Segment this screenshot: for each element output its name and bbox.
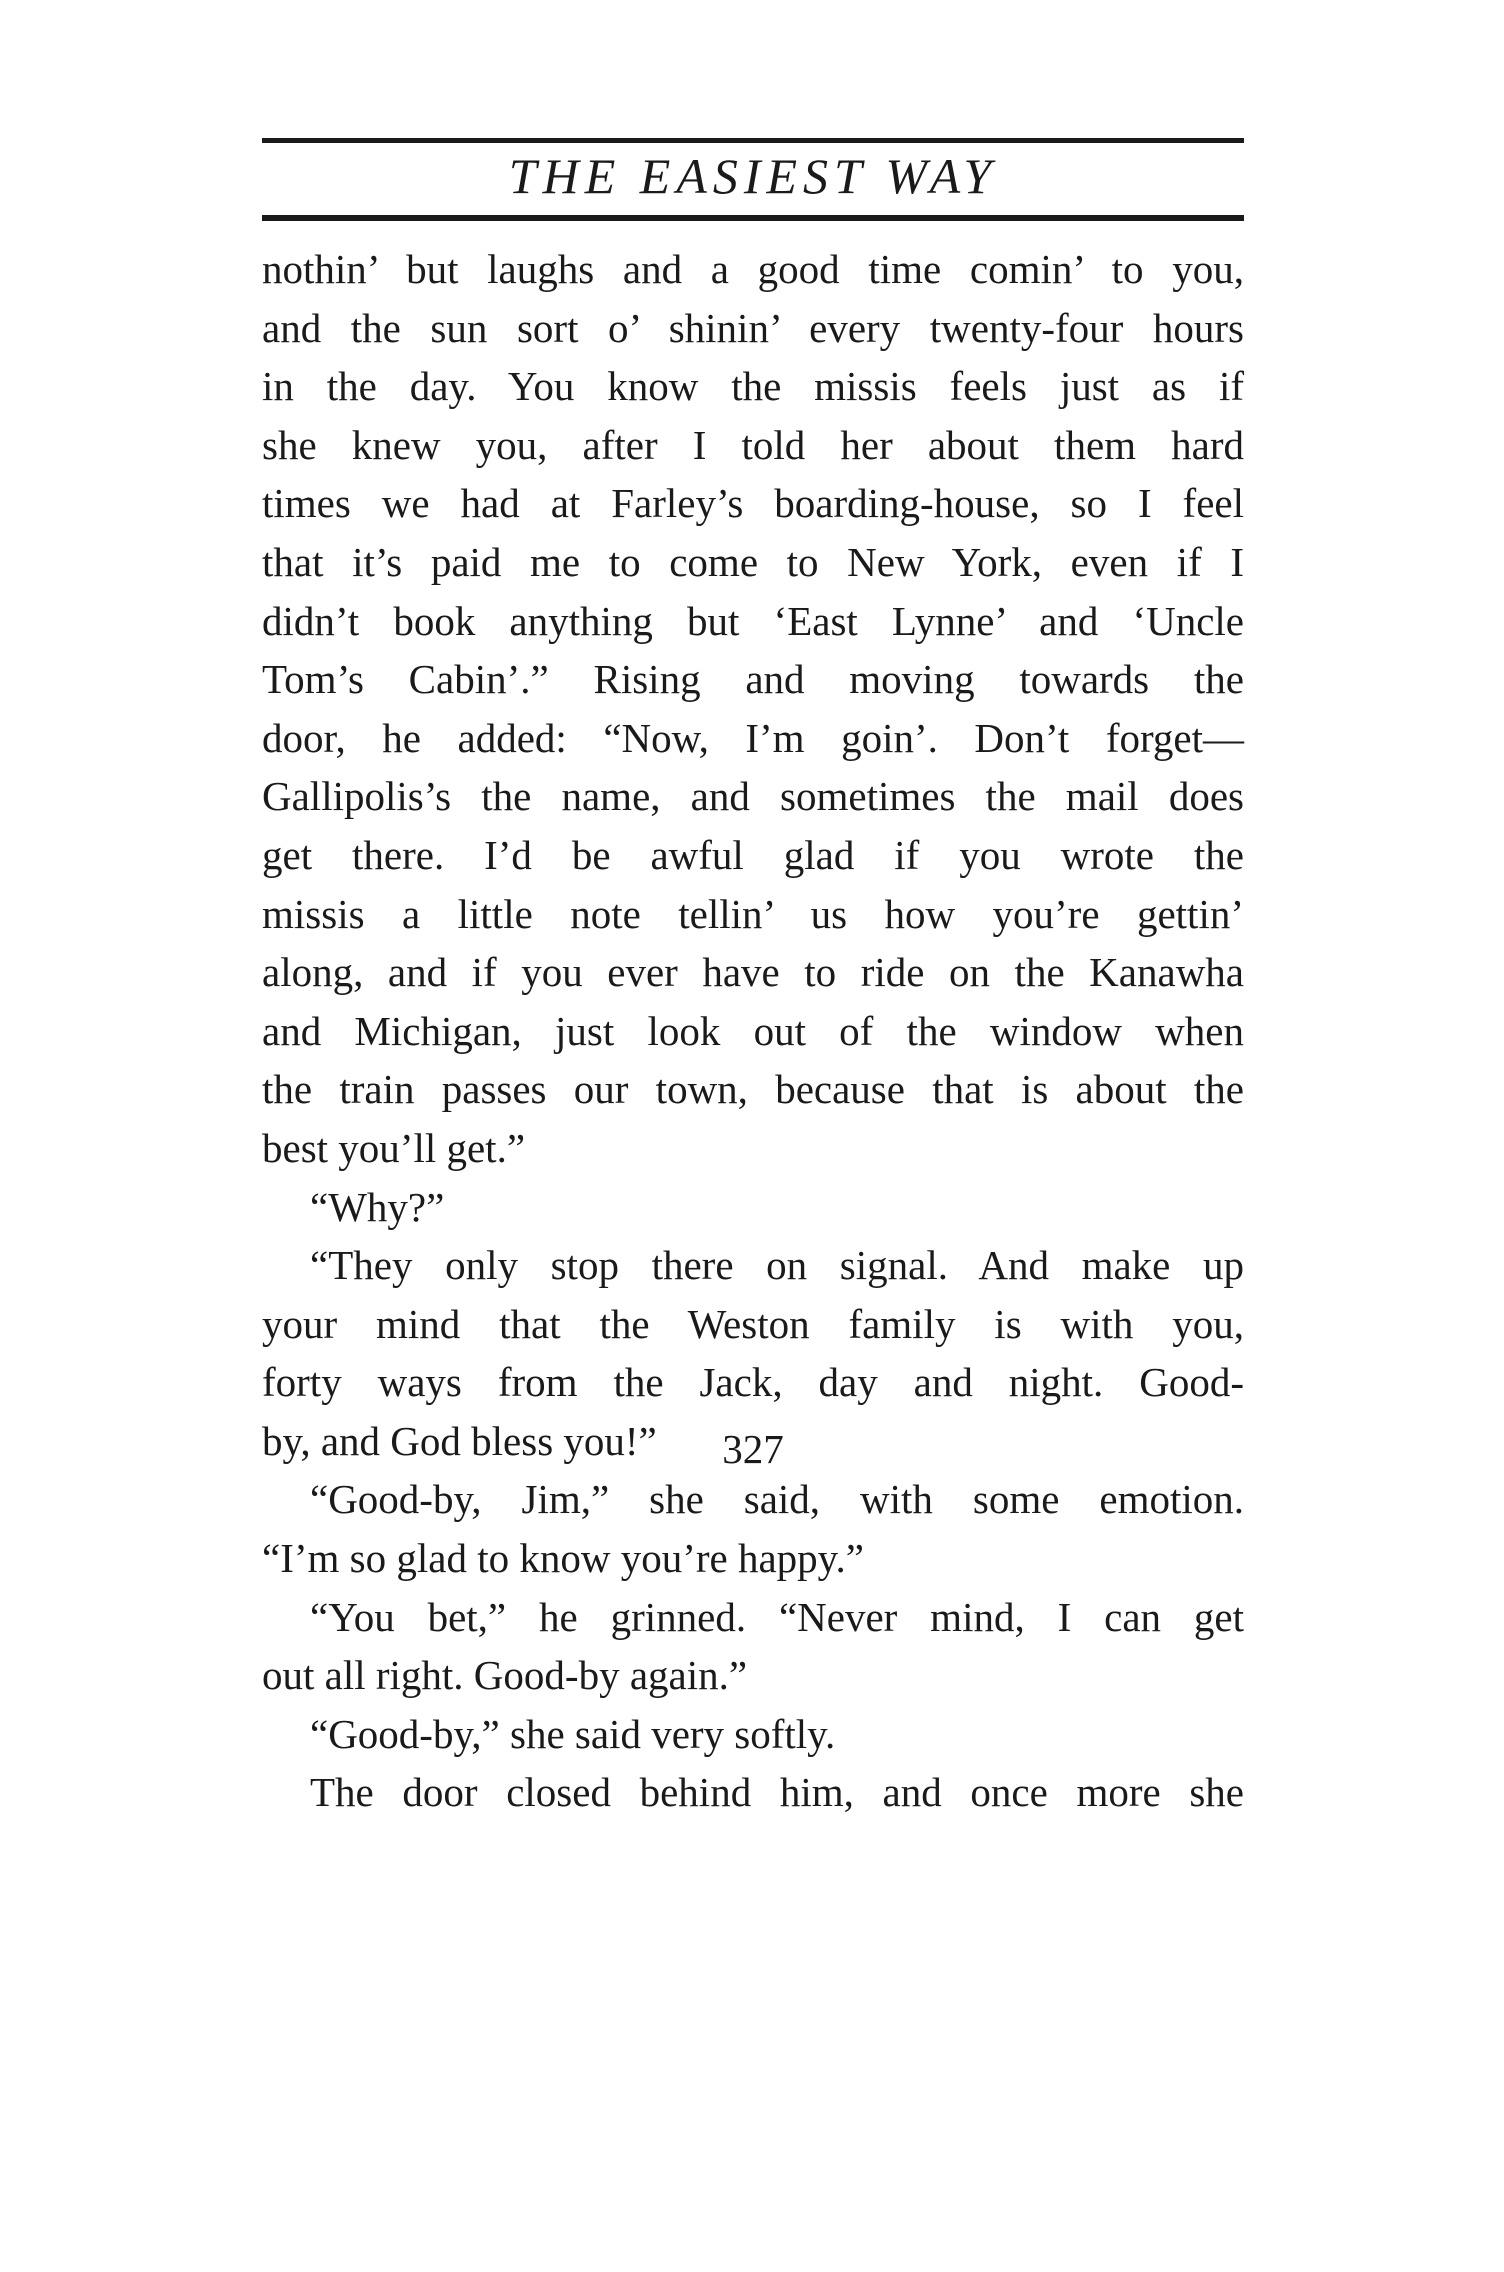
text-line: Gallipolis’s the name, and sometimes the mail does xyxy=(262,773,1244,820)
text-line: your mind that the Weston family is with you, xyxy=(262,1300,1244,1347)
text-line: the train passes our town, because that is about the xyxy=(262,1066,1244,1113)
text-line: she knew you, after I told her about them hard xyxy=(262,421,1244,468)
text-line: and the sun sort o’ shinin’ every twenty-four hours xyxy=(262,304,1244,351)
text-line: didn’t book anything but ‘East Lynne’ and ‘Uncle xyxy=(262,597,1244,644)
text-line: forty ways from the Jack, day and night. Good- xyxy=(262,1359,1244,1406)
text-line: times we had at Farley’s boarding-house, so I feel xyxy=(262,480,1244,527)
text-line: that it’s paid me to come to New York, even if I xyxy=(262,538,1244,585)
text-line: nothin’ but laughs and a good time comin’ to you, xyxy=(262,246,1244,292)
text-line: missis a little note tellin’ us how you’re gettin’ xyxy=(262,890,1244,937)
text-line: along, and if you ever have to ride on the Kanawha xyxy=(262,949,1244,996)
text-line: get there. I’d be awful glad if you wrote the xyxy=(262,831,1244,878)
running-head: THE EASIEST WAY xyxy=(508,148,998,204)
text-line: by, and God bless you!” xyxy=(262,1417,657,1464)
text-line: “Why?” xyxy=(310,1183,445,1230)
text-line: “Good-by, Jim,” she said, with some emotion. xyxy=(310,1476,1244,1523)
header-rule-bottom xyxy=(262,215,1244,221)
page-number: 327 xyxy=(722,1426,784,1472)
text-line: Tom’s Cabin’.” Rising and moving towards the xyxy=(262,656,1244,703)
text-line: “I’m so glad to know you’re happy.” xyxy=(262,1535,864,1582)
text-line: The door closed behind him, and once more she xyxy=(310,1769,1244,1816)
text-line: and Michigan, just look out of the window when xyxy=(262,1007,1244,1054)
body-text xyxy=(262,240,1244,1822)
text-line: “They only stop there on signal. And make up xyxy=(310,1242,1244,1289)
header-rule-top xyxy=(262,138,1244,143)
text-line: door, he added: “Now, I’m goin’. Don’t forget— xyxy=(262,714,1244,761)
text-line: in the day. You know the missis feels just as if xyxy=(262,363,1244,410)
text-line: “Good-by,” she said very softly. xyxy=(310,1710,836,1757)
text-line: “You bet,” he grinned. “Never mind, I can get xyxy=(310,1593,1244,1640)
text-line: out all right. Good-by again.” xyxy=(262,1652,748,1699)
text-line: best you’ll get.” xyxy=(262,1124,526,1171)
